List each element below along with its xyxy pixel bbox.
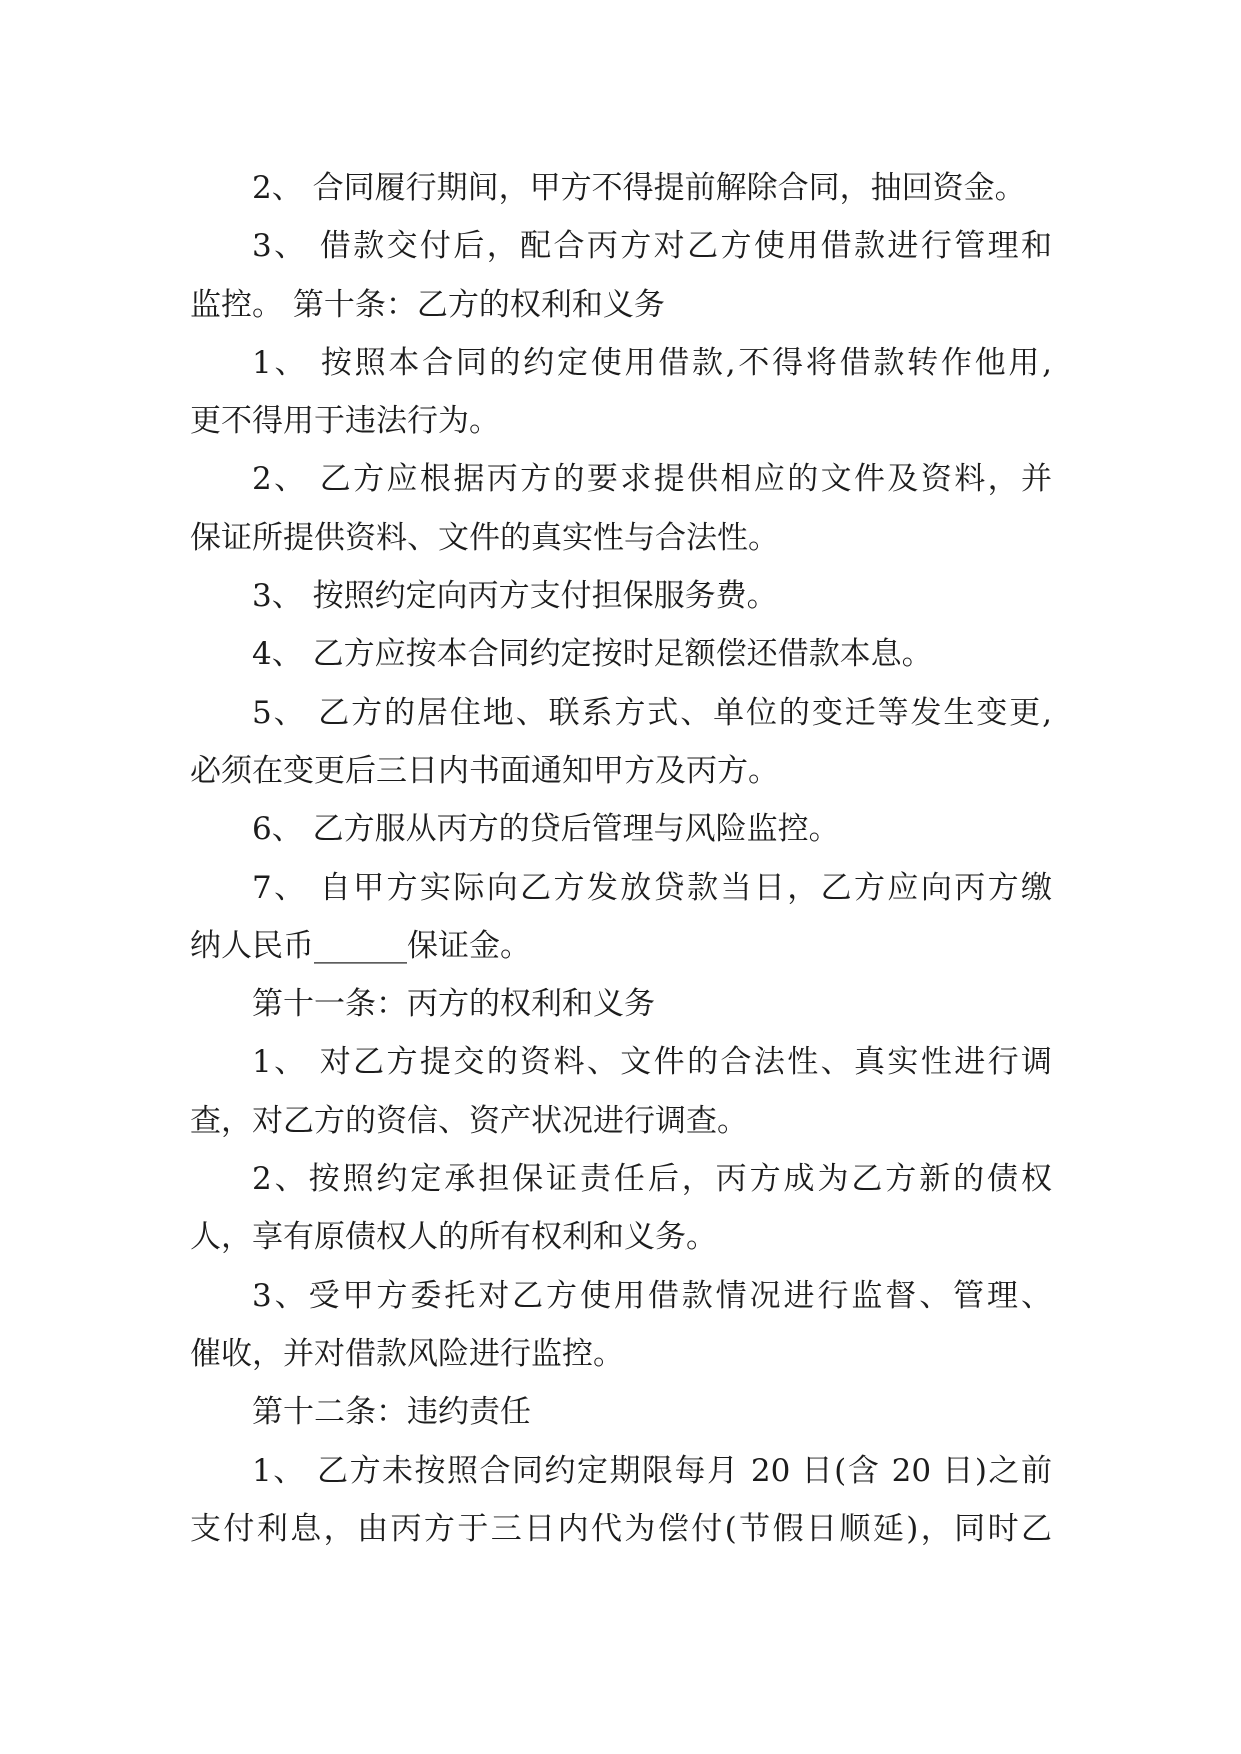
paragraph-line: 6、 乙方服从丙方的贷后管理与风险监控。 bbox=[252, 811, 840, 848]
section-heading bbox=[190, 1383, 1052, 1441]
clause-paragraph bbox=[190, 800, 1052, 858]
paragraph-line: 7、 自甲方实际向乙方发放贷款当日，乙方应向丙方缴 bbox=[252, 869, 1052, 906]
clause-paragraph bbox=[190, 450, 1052, 567]
paragraph-line: 纳人民币______保证金。 bbox=[190, 927, 531, 964]
paragraph-line: 1、 按照本合同的约定使用借款,不得将借款转作他用, bbox=[252, 344, 1052, 381]
clause-paragraph bbox=[190, 567, 1052, 625]
clause-paragraph bbox=[190, 1442, 1052, 1559]
clause-paragraph bbox=[190, 859, 1052, 976]
clause-paragraph bbox=[190, 334, 1052, 451]
paragraph-line: 5、 乙方的居住地、联系方式、单位的变迁等发生变更, bbox=[252, 694, 1052, 731]
paragraph-line: 2、按照约定承担保证责任后，丙方成为乙方新的债权 bbox=[252, 1161, 1052, 1198]
paragraph-line: 1、 对乙方提交的资料、文件的合法性、真实性进行调 bbox=[252, 1044, 1052, 1081]
clause-paragraph bbox=[190, 217, 1052, 334]
paragraph-line: 1、 乙方未按照合同约定期限每月 20 日(含 20 日)之前 bbox=[252, 1452, 1052, 1489]
clause-paragraph bbox=[190, 684, 1052, 801]
paragraph-line: 3、 按照约定向丙方支付担保服务费。 bbox=[252, 578, 778, 615]
clause-paragraph bbox=[190, 1267, 1052, 1384]
clause-paragraph bbox=[190, 625, 1052, 683]
paragraph-line: 3、 借款交付后，配合丙方对乙方使用借款进行管理和 bbox=[252, 228, 1052, 265]
clause-paragraph bbox=[190, 159, 1052, 217]
document-body bbox=[190, 159, 1052, 1558]
paragraph-line: 监控。 第十条：乙方的权利和义务 bbox=[190, 286, 665, 323]
paragraph-line: 催收，并对借款风险进行监控。 bbox=[190, 1335, 624, 1372]
clause-paragraph bbox=[190, 1033, 1052, 1150]
section-heading bbox=[190, 975, 1052, 1033]
paragraph-line: 支付利息，由丙方于三日内代为偿付(节假日顺延)，同时乙 bbox=[190, 1510, 1052, 1547]
paragraph-line: 人，享有原债权人的所有权利和义务。 bbox=[190, 1219, 717, 1256]
section-heading-text: 第十一条：丙方的权利和义务 bbox=[252, 986, 655, 1023]
paragraph-line: 3、受甲方委托对乙方使用借款情况进行监督、管理、 bbox=[252, 1277, 1052, 1314]
paragraph-line: 2、 合同履行期间，甲方不得提前解除合同，抽回资金。 bbox=[252, 170, 1026, 206]
clause-paragraph bbox=[190, 1150, 1052, 1267]
paragraph-line: 4、 乙方应按本合同约定按时足额偿还借款本息。 bbox=[252, 636, 933, 673]
paragraph-line: 必须在变更后三日内书面通知甲方及丙方。 bbox=[190, 752, 779, 789]
paragraph-line: 查，对乙方的资信、资产状况进行调查。 bbox=[190, 1102, 748, 1139]
section-heading-text: 第十二条：违约责任 bbox=[252, 1394, 531, 1431]
paragraph-line: 保证所提供资料、文件的真实性与合法性。 bbox=[190, 519, 779, 556]
paragraph-line: 2、 乙方应根据丙方的要求提供相应的文件及资料，并 bbox=[252, 461, 1052, 498]
paragraph-line: 更不得用于违法行为。 bbox=[190, 403, 500, 440]
